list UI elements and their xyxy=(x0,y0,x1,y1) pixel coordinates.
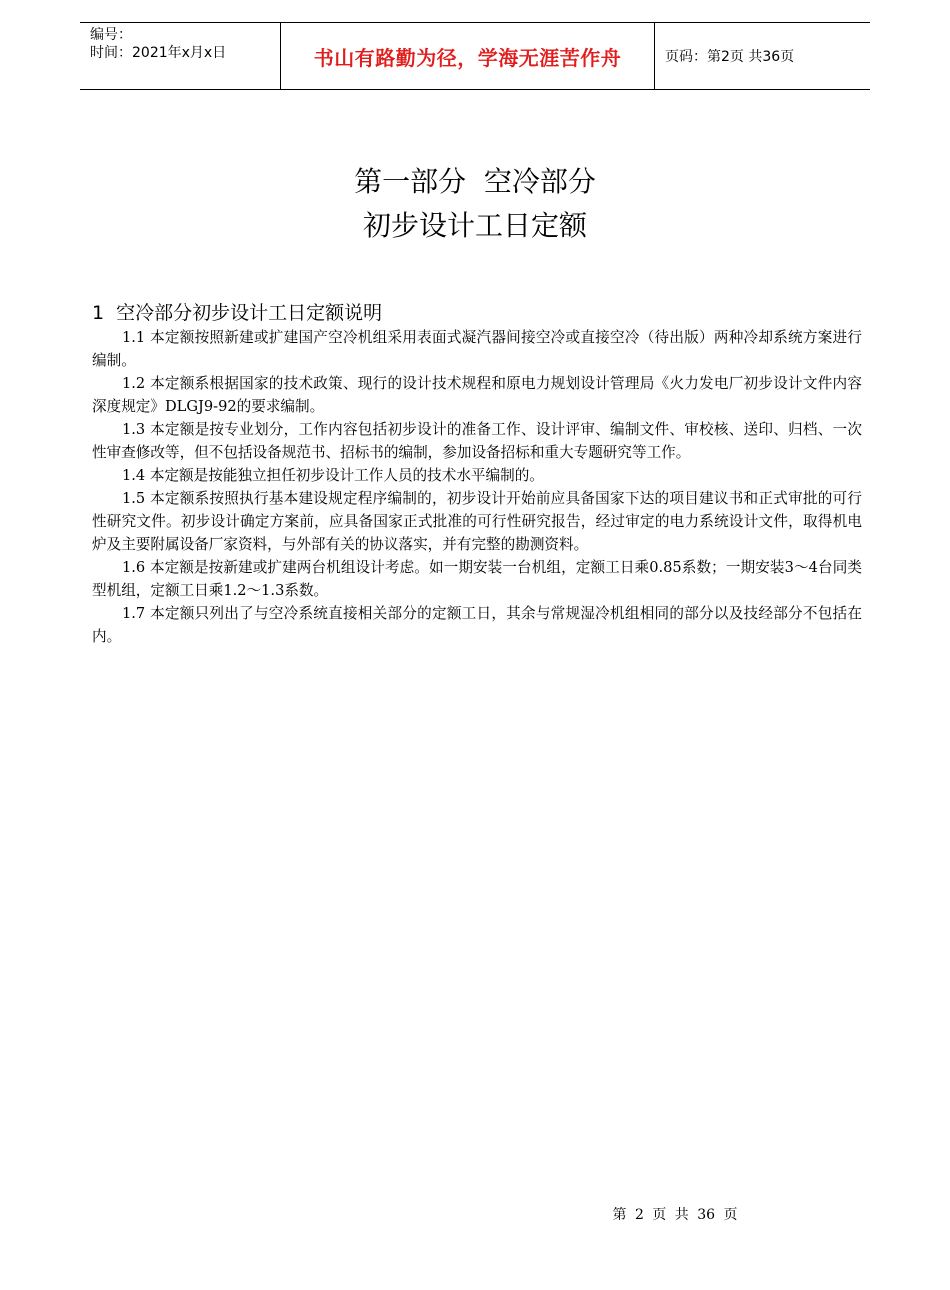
paragraph-1-4: 1.4 本定额是按能独立担任初步设计工作人员的技术水平编制的。 xyxy=(122,467,544,484)
section-body xyxy=(92,326,862,648)
paragraph-1-1: 1.1 本定额按照新建或扩建国产空冷机组采用表面式凝汽器间接空冷或直接空冷（待出版）两种冷却系统方案进行编制。 xyxy=(92,329,862,369)
section-heading: 1 空冷部分初步设计工日定额说明 xyxy=(92,302,383,324)
paragraph-1-2: 1.2 本定额系根据国家的技术政策、现行的设计技术规程和原电力规划设计管理局《火力发电厂初步设计文件内容深度规定》DLGJ9-92的要求编制。 xyxy=(92,375,862,415)
paragraph-1-5: 1.5 本定额系按照执行基本建设规定程序编制的，初步设计开始前应具备国家下达的项目建议书和正式审批的可行性研究文件。初步设计确定方案前，应具备国家正式批准的可行性研究报告，经过审定的电力系统设计文件，取得机电炉及主要附属设备厂家资料，与外部有关的协议落实，并有完整的勘测资料。 xyxy=(92,490,862,553)
header-page-info: 页码：第2页 共36页 xyxy=(665,49,795,65)
header-motto: 书山有路勤为径，学海无涯苦作舟 xyxy=(281,23,655,89)
document-number-label: 编号： xyxy=(90,27,132,43)
title-line-1: 第一部分 空冷部分 xyxy=(354,165,596,198)
paragraph-1-7: 1.7 本定额只列出了与空冷系统直接相关部分的定额工日，其余与常规湿冷机组相同的部分以及技经部分不包括在内。 xyxy=(92,605,862,645)
paragraph-1-3: 1.3 本定额是按专业划分，工作内容包括初步设计的准备工作、设计评审、编制文件、审校核、送印、归档、一次性审查修改等，但不包括设备规范书、招标书的编制，参加设备招标和重大专题研究等工作。 xyxy=(92,421,862,461)
title-line-2: 初步设计工日定额 xyxy=(362,209,587,242)
document-time: 时间：2021年x月x日 xyxy=(90,45,227,61)
paragraph-1-6: 1.6 本定额是按新建或扩建两台机组设计考虑。如一期安装一台机组，定额工日乘0.85系数；一期安装3～4台同类型机组，定额工日乘1.2～1.3系数。 xyxy=(92,559,862,599)
document-title xyxy=(0,160,950,248)
header-meta xyxy=(80,23,281,89)
page-header xyxy=(80,22,870,90)
page-footer: 第 2 页 共 36 页 xyxy=(612,1207,738,1223)
